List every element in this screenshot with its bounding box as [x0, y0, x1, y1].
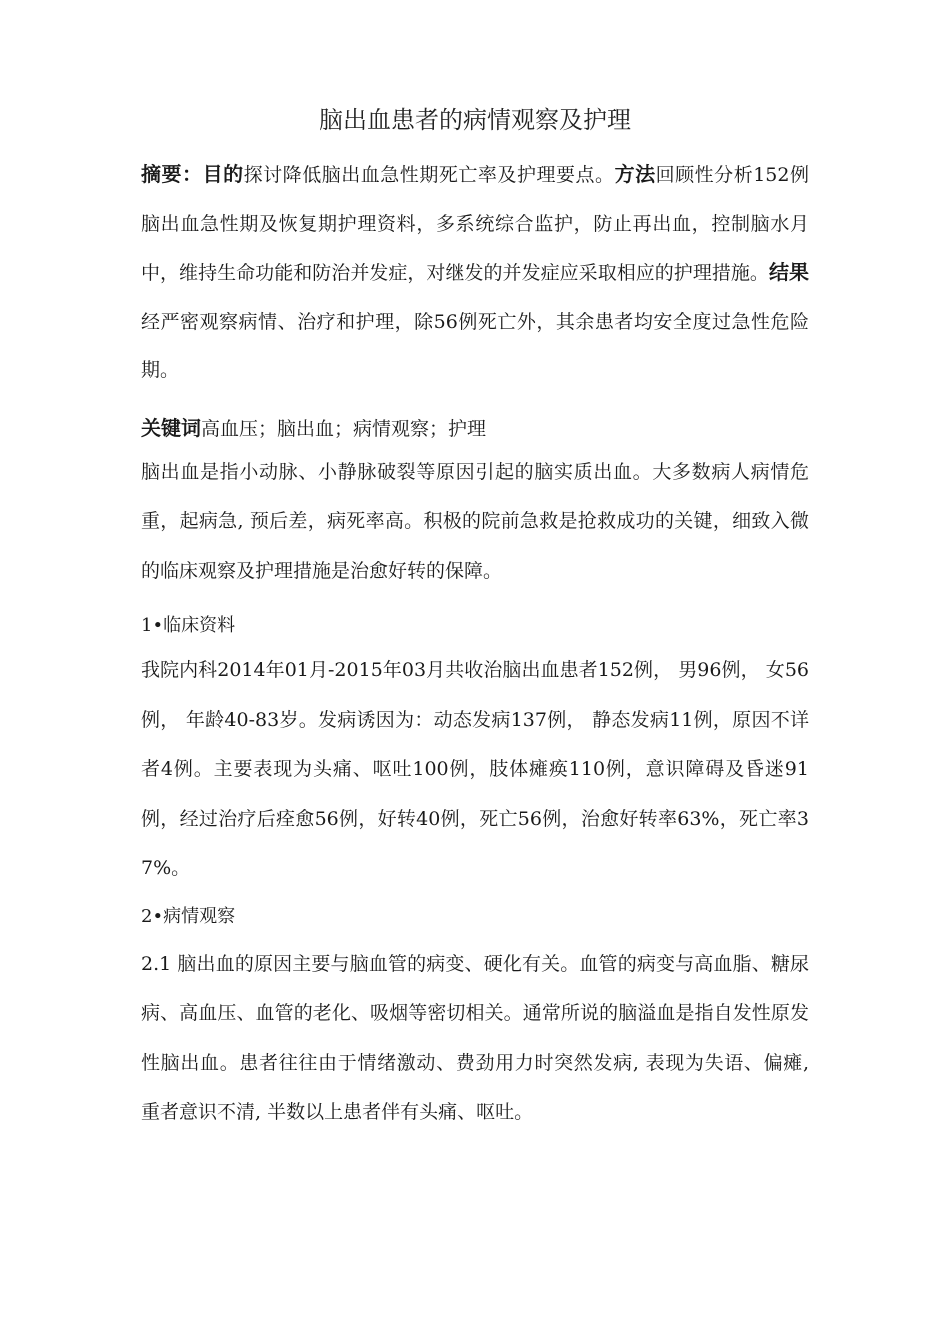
intro-paragraph: 脑出血是指小动脉、小静脉破裂等原因引起的脑实质出血。大多数病人病情危重，起病急, 预后差，病死率高。积极的院前急救是抢救成功的关键，细致入微的临床观察及护理措施是治愈好转的保障。	[141, 460, 809, 582]
document-title: 脑出血患者的病情观察及护理	[319, 106, 631, 134]
keywords-paragraph	[141, 409, 809, 448]
method-label: 方法	[614, 162, 656, 186]
section1-paragraph: 我院内科2014年01月-2015年03月共收治脑出血患者152例， 男96例， 女56例， 年龄40-83岁。发病诱因为：动态发病137例， 静态发病11例，原因不详者4例。主要表现为头痛、呕吐100例，肢体瘫痪110例，意识障碍及昏迷91例，经过治疗后痊愈56例，好转40例，死亡56例，治愈好转率63%，死亡率37%。	[141, 659, 809, 879]
abstract-paragraph	[141, 150, 809, 395]
result-label: 结果	[768, 260, 809, 284]
method-text: 回顾性分析152例脑出血急性期及恢复期护理资料，多系统综合监护，防止再出血，控制脑水月中，维持生命功能和防治并发症，对继发的并发症应采取相应的护理措施。	[141, 164, 810, 284]
keywords-label: 关键词	[141, 415, 201, 440]
section2-text: 脑出血的原因主要与脑血管的病变、硬化有关。血管的病变与高血脂、糖尿病、高血压、血管的老化、吸烟等密切相关。通常所说的脑溢血是指自发性原发性脑出血。患者往往由于情绪激动、费劲用力时突然发病, 表现为失语、偏瘫, 重者意识不清, 半数以上患者伴有头痛、呕吐。	[141, 952, 809, 1123]
abstract-label: 摘要：	[141, 162, 203, 186]
aim-label: 目的	[202, 162, 244, 186]
subsection-number: 2.1	[141, 952, 172, 975]
document-body	[141, 100, 809, 1138]
section2-paragraph	[141, 940, 809, 1138]
spacer	[141, 395, 809, 409]
section1-heading: 1•临床资料	[141, 615, 236, 636]
keywords-text: 高血压；脑出血；病情观察；护理	[201, 417, 487, 440]
result-text: 经严密观察病情、治疗和护理，除56例死亡外，其余患者均安全度过急性危险期。	[141, 310, 809, 381]
section2-heading: 2•病情观察	[141, 905, 236, 927]
spacer	[141, 596, 809, 606]
aim-text: 探讨降低脑出血急性期死亡率及护理要点。	[243, 164, 615, 186]
